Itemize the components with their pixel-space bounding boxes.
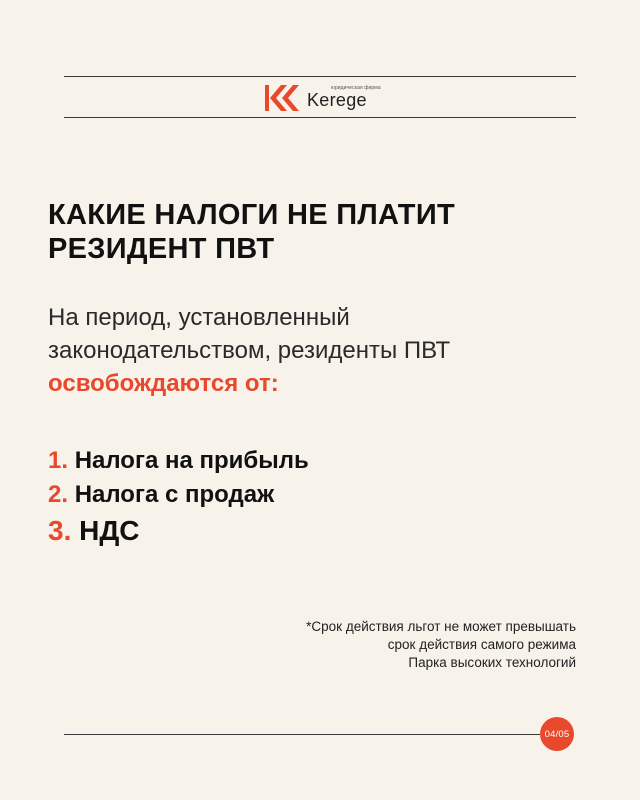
intro-accent: освобождаются от: bbox=[48, 370, 279, 397]
list-item bbox=[48, 478, 309, 512]
list-item-text: Налога на прибыль bbox=[74, 447, 309, 474]
footnote bbox=[156, 618, 576, 672]
logo bbox=[265, 84, 383, 112]
footnote-line-3: Парка высоких технологий bbox=[408, 655, 576, 670]
footnote-line-2: срок действия самого режима bbox=[387, 637, 576, 652]
exemptions-list bbox=[48, 444, 309, 550]
list-item bbox=[48, 444, 309, 478]
list-item-text: Налога с продаж bbox=[74, 481, 275, 508]
list-item-number: 3. bbox=[48, 515, 72, 546]
list-item-number: 2. bbox=[48, 481, 69, 508]
top-divider bbox=[64, 76, 576, 77]
footnote-line-1: *Срок действия льгот не может превышать bbox=[306, 619, 576, 634]
title-line-2: РЕЗИДЕНТ ПВТ bbox=[48, 233, 275, 265]
list-item bbox=[48, 512, 309, 550]
bottom-divider bbox=[64, 734, 540, 735]
page-title bbox=[48, 198, 588, 266]
intro-text bbox=[48, 301, 608, 400]
header-divider bbox=[64, 117, 576, 118]
page-number-badge: 04/05 bbox=[540, 717, 574, 751]
double-chevron-left-logo-icon bbox=[265, 85, 299, 111]
logo-name: Kerege bbox=[307, 90, 367, 110]
logo-subtitle: юридическая фирма bbox=[331, 85, 381, 91]
list-item-text: НДС bbox=[79, 515, 140, 546]
title-line-1: КАКИЕ НАЛОГИ НЕ ПЛАТИТ bbox=[48, 199, 455, 231]
intro-line-1: На период, установленный bbox=[48, 304, 350, 331]
list-item-number: 1. bbox=[48, 447, 69, 474]
intro-line-2: законодательством, резиденты ПВТ bbox=[48, 337, 451, 364]
